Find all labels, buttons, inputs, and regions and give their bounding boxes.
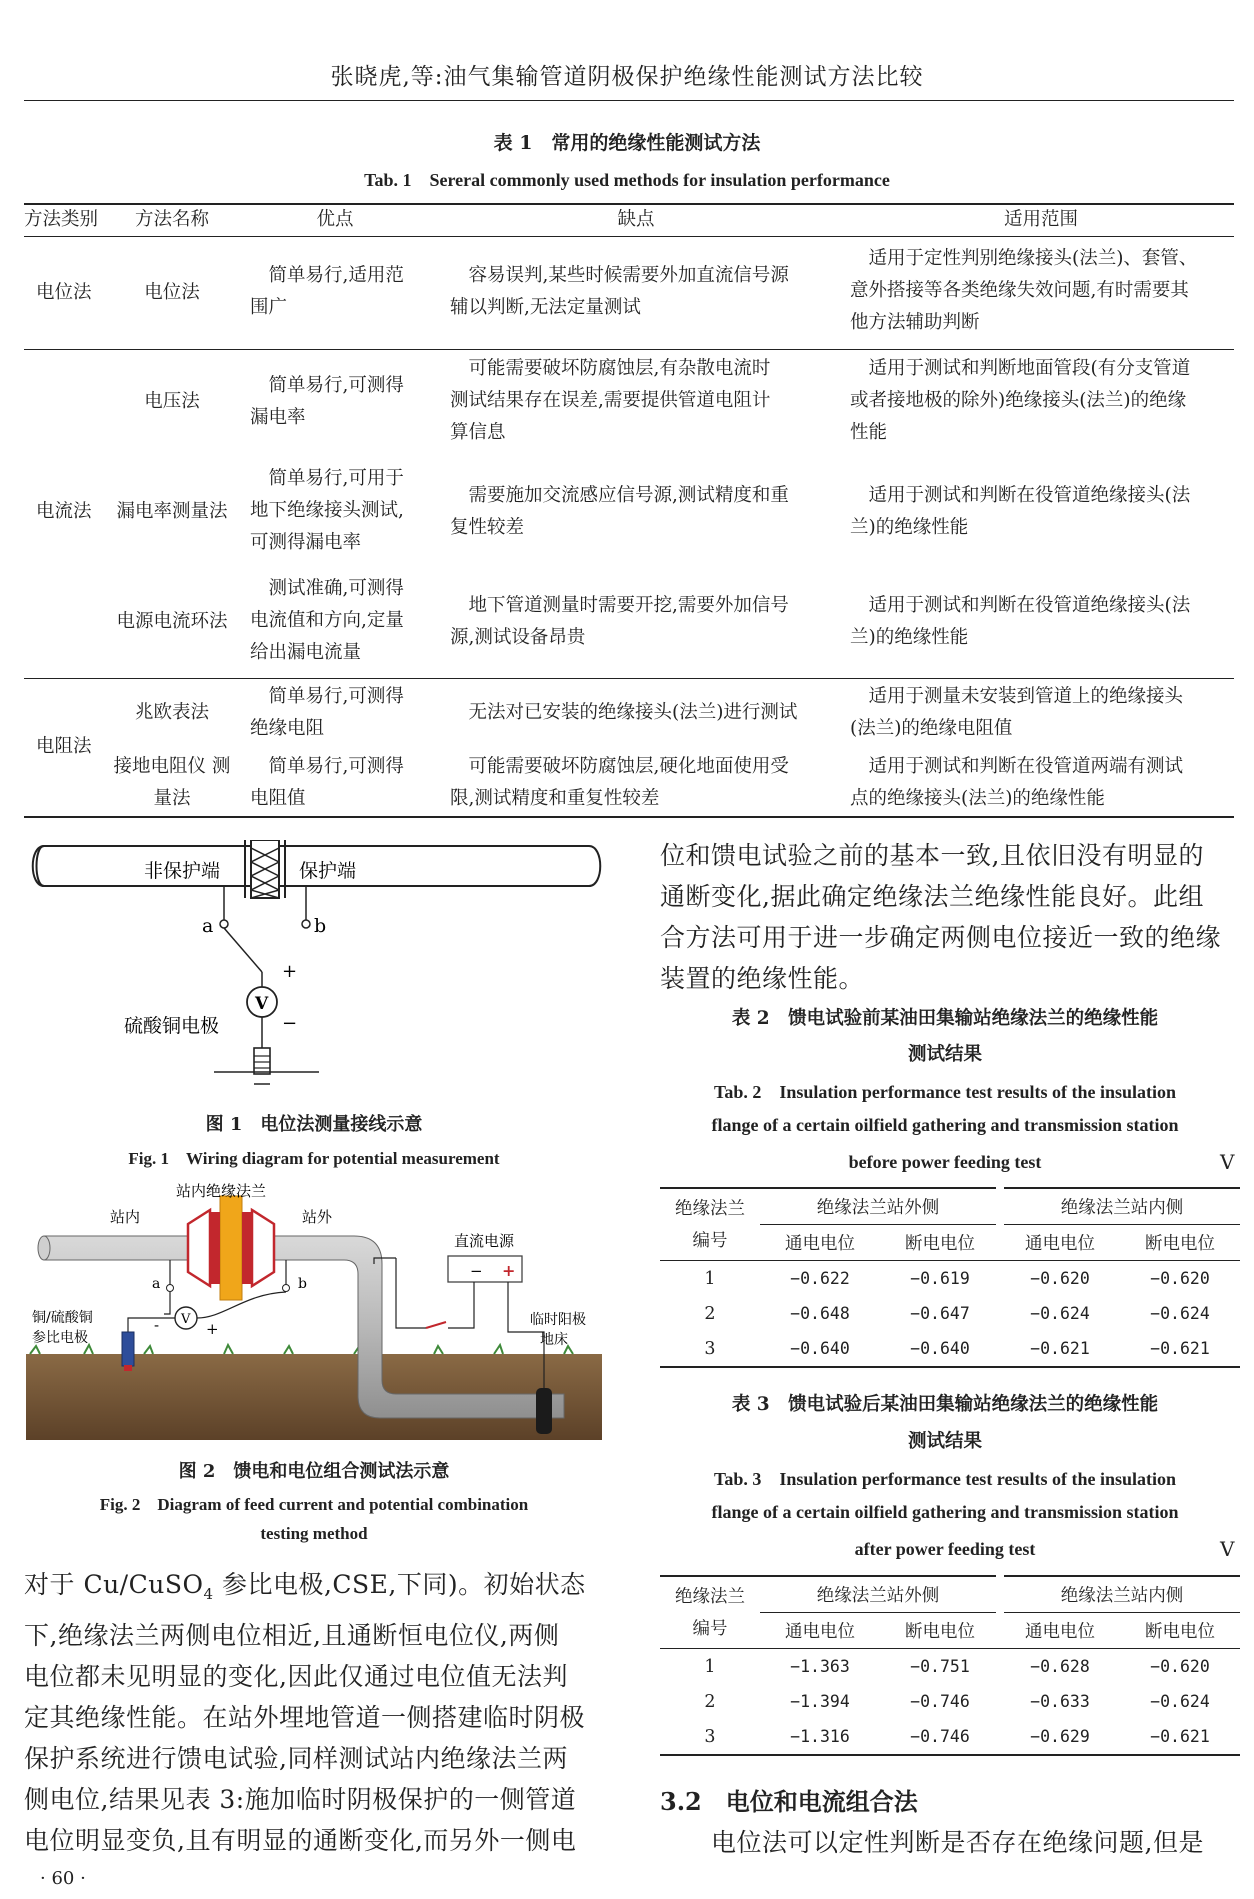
label-flange: 站内绝缘法兰 xyxy=(176,1182,267,1200)
figure2-caption-en-1: Fig. 2 Diagram of feed current and potential combination xyxy=(99,1495,529,1514)
label-inside: 站内 xyxy=(110,1208,141,1226)
table3-caption-en-1: Tab. 3 Insulation performance test results of the insulation xyxy=(713,1469,1177,1489)
table-row: 3 −0.640 −0.640 −0.621 −0.621 xyxy=(660,1331,1240,1367)
svg-text:−: − xyxy=(470,1262,483,1280)
label-unprotected: 非保护端 xyxy=(144,860,221,882)
page-number: · 60 · xyxy=(40,1868,86,1889)
figure1-caption-en: Fig. 1 Wiring diagram for potential measurement xyxy=(128,1149,500,1168)
label-anode1: 临时阳极 xyxy=(530,1312,586,1328)
insulating-flange xyxy=(220,1196,242,1300)
label-b: b xyxy=(314,915,327,937)
table3-group-out: 绝缘法兰站外侧 xyxy=(760,1576,1000,1613)
table1-cell-pros: 测试准确,可测得 电流值和方向,定量 给出漏电流量 xyxy=(250,578,404,663)
figure1-diagram xyxy=(24,840,604,1090)
table1-group-rule xyxy=(24,349,1234,350)
table1-caption-en: Tab. 1 Sereral commonly used methods for insulation performance xyxy=(364,170,890,190)
table1-cell-scope: 适用于测试和判断在役管道绝缘接头(法 兰)的绝缘性能 xyxy=(850,595,1191,648)
label-ref2: 参比电极 xyxy=(32,1330,88,1346)
table2-sub: 通电电位 xyxy=(785,1234,855,1254)
table-row: 2 −0.648 −0.647 −0.624 −0.624 xyxy=(704,1303,1210,1324)
figure2-diagram xyxy=(24,1182,604,1442)
svg-text:V: V xyxy=(181,1312,191,1327)
table2-unit: V xyxy=(1220,1150,1235,1174)
table1-cell-name: 电源电流环法 xyxy=(116,611,228,632)
label-protected: 保护端 xyxy=(299,860,357,882)
table3-sub: 断电电位 xyxy=(1145,1622,1215,1642)
table1-cell-category: 电阻法 xyxy=(36,736,92,757)
table1-cell-pros: 简单易行,可测得 漏电率 xyxy=(250,375,404,428)
svg-text:+: + xyxy=(502,1261,516,1280)
table2-caption-en-1: Tab. 2 Insulation performance test results of the insulation xyxy=(713,1082,1177,1102)
running-header: 张晓虎,等:油气集输管道阴极保护绝缘性能测试方法比较 xyxy=(330,64,924,90)
figure2-caption-cn: 图 2 馈电和电位组合测试法示意 xyxy=(178,1461,450,1482)
label-a: a xyxy=(202,915,214,937)
table1-cell-pros: 简单易行,可用于 地下绝缘接头测试, 可测得漏电率 xyxy=(250,468,404,553)
table2-caption-en-2: flange of a certain oilfield gathering and transmission station xyxy=(711,1115,1179,1135)
table-row: 1 −1.363 −0.751 −0.628 −0.620 xyxy=(704,1656,1210,1677)
left-column-text: 对于 Cu/CuSO$_4$ 参比电极,CSE,下同)。初始状态 下,绝缘法兰两侧电位相近,且通断恒电位仪,两侧 电位都未见明显的变化,因此仅通过电位值无法判 定其绝缘性能。在站外埋地管道一侧搭建临时阴极 保护系统进行馈电试验,同样测试站内绝缘法兰两 侧电位,结果见表 3:施加临时阴极保护的一侧管道 电位明显变负,且有明显的通断变化,而另外一侧电 xyxy=(24,1570,586,1855)
table1-cell-cons: 地下管道测量时需要开挖,需要外加信号 源,测试设备昂贵 xyxy=(450,595,789,648)
table1-cell-cons: 需要施加交流感应信号源,测试精度和重 复性较差 xyxy=(450,485,789,538)
table1-cell-name: 接地电阻仪 测量法 xyxy=(113,756,231,809)
table3-caption-en-2: flange of a certain oilfield gathering and transmission station xyxy=(711,1502,1179,1522)
table1-cell-scope: 适用于测量未安装到管道上的绝缘接头 (法兰)的绝缘电阻值 xyxy=(850,686,1184,739)
table3-group-in: 绝缘法兰站内侧 xyxy=(1000,1576,1240,1613)
table1-cell-cons: 可能需要破坏防腐蚀层,有杂散电流时 测试结果存在误差,需要提供管道电阻计 算信息 xyxy=(450,358,771,443)
table1-cell-category: 电位法 xyxy=(36,282,92,303)
table2-sub: 断电电位 xyxy=(905,1234,975,1254)
table3-sub: 通电电位 xyxy=(785,1622,855,1642)
table3-caption-cn-2: 测试结果 xyxy=(907,1431,982,1452)
table1-header-category: 方法类别 xyxy=(24,209,99,230)
table1-cell-name: 电压法 xyxy=(144,391,200,412)
svg-text:-: - xyxy=(154,1316,160,1334)
label-outside: 站外 xyxy=(302,1208,333,1226)
figure2-caption-en-2: testing method xyxy=(260,1524,368,1543)
table1-header-name: 方法名称 xyxy=(134,209,209,230)
table2-sub: 断电电位 xyxy=(1145,1234,1215,1254)
temporary-anode xyxy=(536,1388,552,1434)
table2-sub: 通电电位 xyxy=(1025,1234,1095,1254)
table-row: 3 −1.316 −0.746 −0.629 −0.621 xyxy=(660,1719,1240,1755)
label-anode2: 地床 xyxy=(540,1332,568,1348)
label-ref1: 铜/硫酸铜 xyxy=(32,1310,93,1326)
label-a: a xyxy=(152,1276,161,1292)
table3-sub: 断电电位 xyxy=(905,1622,975,1642)
table1-cell-name: 电位法 xyxy=(144,282,200,303)
table1-group-rule xyxy=(24,678,1234,679)
table1-cell-scope: 适用于测试和判断在役管道绝缘接头(法 兰)的绝缘性能 xyxy=(850,485,1191,538)
table1-cell-cons: 容易误判,某些时候需要外加直流信号源 辅以判断,无法定量测试 xyxy=(450,265,789,318)
table1-head-rule xyxy=(24,236,1234,237)
table3-caption-en-3: after power feeding test xyxy=(854,1539,1036,1559)
table1-header-pros: 优点 xyxy=(316,209,354,230)
table1-cell-scope: 适用于测试和判断地面管段(有分支管道 或者接地极的除外)绝缘接头(法兰)的绝缘 性能 xyxy=(850,358,1191,443)
svg-text:+: + xyxy=(206,1320,219,1338)
switch xyxy=(224,928,262,972)
table1-caption-cn: 表 1 常用的绝缘性能测试方法 xyxy=(493,132,761,154)
table1-header-scope: 适用范围 xyxy=(1003,209,1078,230)
table1-cell-scope: 适用于测试和判断在役管道两端有测试 点的绝缘接头(法兰)的绝缘性能 xyxy=(850,756,1184,809)
cse-electrode xyxy=(254,1048,270,1074)
label-b: b xyxy=(298,1276,307,1292)
label-minus: − xyxy=(282,1013,298,1034)
table2-caption-cn-1: 表 2 馈电试验前某油田集输站绝缘法兰的绝缘性能 xyxy=(731,1008,1159,1029)
table1-cell-cons: 无法对已安装的绝缘接头(法兰)进行测试 xyxy=(450,702,798,723)
ref-electrode xyxy=(122,1332,134,1366)
table3 xyxy=(660,1575,1240,1756)
table1-cell-name: 兆欧表法 xyxy=(134,702,209,723)
table2-group-in: 绝缘法兰站内侧 xyxy=(1000,1188,1240,1225)
table2-caption-cn-2: 测试结果 xyxy=(907,1044,982,1065)
table1-cell-pros: 简单易行,可测得 电阻值 xyxy=(250,756,404,809)
label-dc: 直流电源 xyxy=(454,1232,515,1250)
table2 xyxy=(660,1187,1240,1368)
table1-cell-name: 漏电率测量法 xyxy=(116,501,228,522)
table1-cell-cons: 可能需要破坏防腐蚀层,硬化地面使用受 限,测试精度和重复性较差 xyxy=(450,756,789,809)
label-electrode: 硫酸铜电极 xyxy=(124,1015,220,1037)
table2-group-out: 绝缘法兰站外侧 xyxy=(760,1188,1000,1225)
table1-cell-pros: 简单易行,适用范 围广 xyxy=(250,265,404,318)
table2-head-id: 绝缘法兰 编号 xyxy=(675,1198,745,1251)
section-text: 电位法可以定性判断是否存在绝缘问题,但是 xyxy=(660,1828,1204,1857)
header-rule xyxy=(24,100,1234,101)
right-column-text: 位和馈电试验之前的基本一致,且依旧没有明显的 通断变化,据此确定绝缘法兰绝缘性能良好。此组 合方法可用于进一步确定两侧电位接近一致的绝缘 装置的绝缘性能。 xyxy=(660,841,1222,993)
svg-text:V: V xyxy=(255,994,269,1014)
section-title: 3.2 电位和电流组合法 xyxy=(660,1787,918,1816)
figure1-caption-cn: 图 1 电位法测量接线示意 xyxy=(205,1114,423,1135)
table-row: 2 −1.394 −0.746 −0.633 −0.624 xyxy=(704,1691,1210,1712)
table1-cell-category: 电流法 xyxy=(36,501,92,522)
table3-head-id: 绝缘法兰 编号 xyxy=(675,1586,745,1639)
table1-header-cons: 缺点 xyxy=(617,209,655,230)
table2-caption-en-3: before power feeding test xyxy=(848,1152,1042,1172)
label-plus: + xyxy=(282,961,298,982)
table1-cell-scope: 适用于定性判别绝缘接头(法兰)、套管、 意外搭接等各类绝缘失效问题,有时需要其 他方法辅助判断 xyxy=(850,248,1198,333)
table3-caption-cn-1: 表 3 馈电试验后某油田集输站绝缘法兰的绝缘性能 xyxy=(731,1394,1159,1415)
table1-bottom-rule xyxy=(24,816,1234,818)
table3-unit: V xyxy=(1220,1537,1235,1561)
table-row: 1 −0.622 −0.619 −0.620 −0.620 xyxy=(704,1268,1210,1289)
table1-cell-pros: 简单易行,可测得 绝缘电阻 xyxy=(250,686,404,739)
table3-sub: 通电电位 xyxy=(1025,1622,1095,1642)
